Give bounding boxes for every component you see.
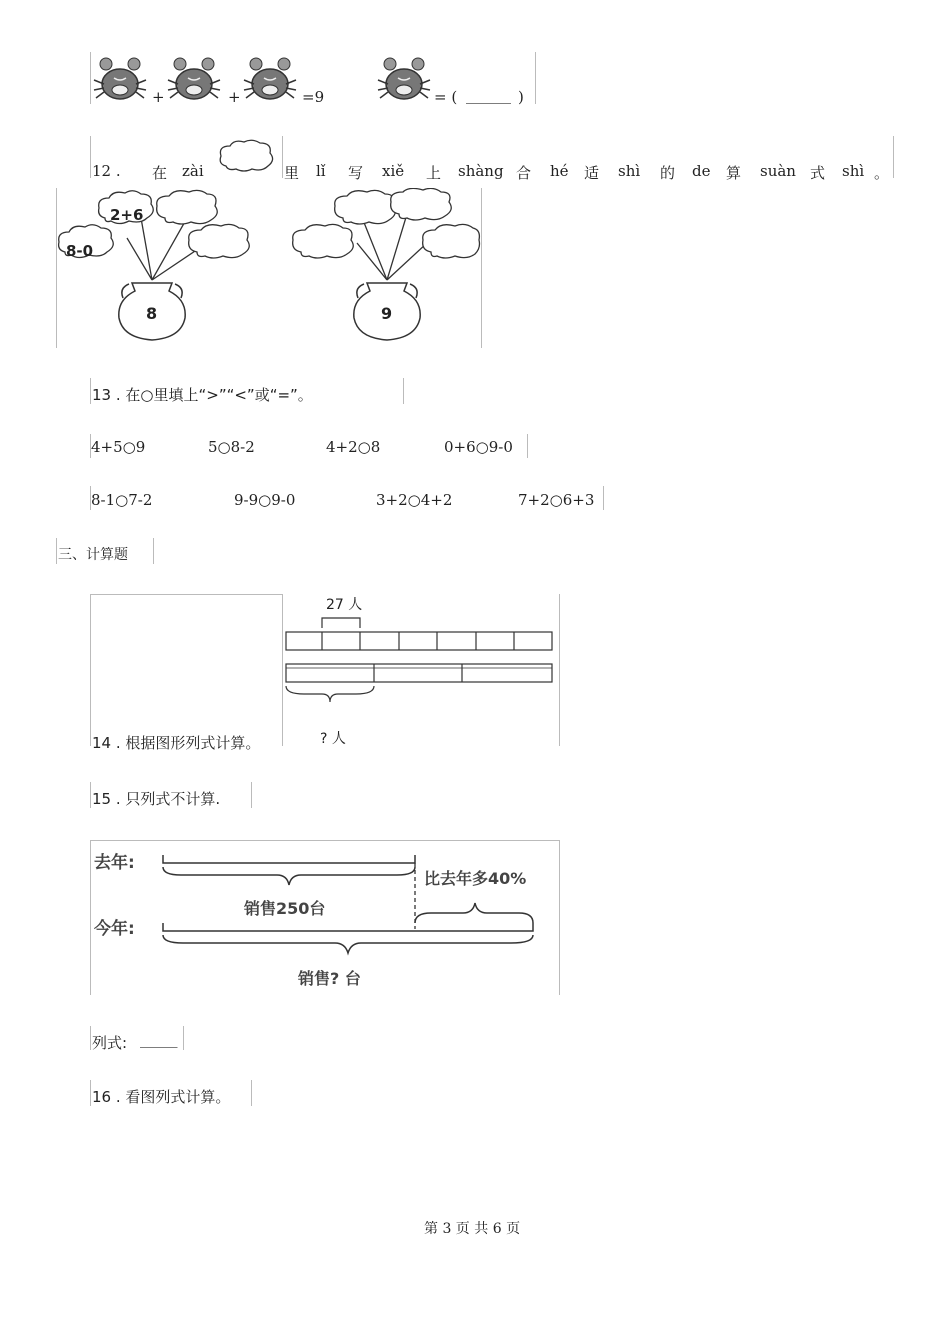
token: 算 (726, 164, 742, 182)
pinyin: suàn (760, 162, 796, 180)
bar-diagram (284, 596, 556, 750)
pinyin: hé (550, 162, 569, 180)
token: 的 (660, 164, 676, 182)
plus-sign: + (152, 88, 165, 106)
q15-text: 15 . 只列式不计算. (92, 790, 221, 808)
compare-item: 0+6○9-0 (444, 438, 513, 456)
pinyin: lǐ (316, 162, 326, 180)
pinyin: de (692, 162, 711, 180)
q12-divider (282, 136, 283, 178)
token: 适 (584, 164, 600, 182)
answer-blank[interactable]: ______ (466, 86, 511, 104)
token: 里 (284, 164, 300, 182)
pinyin: shàng (458, 162, 504, 180)
q16-text: 16 . 看图列式计算。 (92, 1088, 231, 1106)
pinyin: zài (182, 162, 204, 180)
crab-icon (242, 54, 298, 102)
close-paren: ) (518, 88, 524, 106)
q13-title: 13 . 在○里填上“>”“<”或“=”。 (92, 386, 313, 404)
crab-icon (376, 54, 432, 102)
cloud-label: 2+6 (110, 206, 144, 224)
equals-open: = ( (434, 88, 458, 106)
compare-item: 8-1○7-2 (91, 491, 153, 509)
equals-nine: =9 (302, 88, 325, 106)
vase-number: 8 (146, 304, 158, 323)
formula-label: 列式: (92, 1034, 128, 1052)
this-year-label: 今年: (94, 919, 135, 939)
compare-item: 4+2○8 (326, 438, 381, 456)
compare-item: 9-9○9-0 (234, 491, 296, 509)
formula-blank[interactable]: _____ (140, 1030, 178, 1048)
top-label: 27 人 (326, 597, 363, 613)
page-footer: 第 3 页 共 6 页 (424, 1221, 521, 1237)
token: 上 (426, 164, 442, 182)
token: 式 (810, 164, 826, 182)
crab-icon (166, 54, 222, 102)
compare-item: 3+2○4+2 (376, 491, 453, 509)
q14-text: 14 . 根据图形列式计算。 (92, 734, 261, 752)
pinyin: shì (618, 162, 641, 180)
sold-q-label: 销售? 台 (298, 969, 361, 988)
compare-item: 4+5○9 (91, 438, 146, 456)
token: 在 (152, 164, 168, 182)
more-40-label: 比去年多40% (424, 869, 527, 888)
crab-icon (92, 54, 148, 102)
q14-top-line (90, 594, 282, 595)
pinyin: xiě (382, 162, 405, 180)
compare-item: 5○8-2 (208, 438, 255, 456)
question-number: 12 . (92, 162, 121, 180)
token: 合 (516, 164, 532, 182)
pinyin: shì (842, 162, 865, 180)
sold-250-label: 销售250台 (244, 899, 326, 918)
bottom-label: ? 人 (320, 731, 346, 747)
plus-sign: + (228, 88, 241, 106)
token: 。 (874, 164, 890, 182)
last-year-label: 去年: (94, 853, 135, 873)
compare-item: 7+2○6+3 (518, 491, 595, 509)
vase-number: 9 (381, 304, 393, 323)
token: 写 (348, 164, 364, 182)
cloud-icon (216, 138, 276, 178)
section-title: 三、计算题 (58, 547, 128, 563)
cloud-label: 8-0 (66, 242, 94, 260)
q14-divider (282, 594, 283, 746)
